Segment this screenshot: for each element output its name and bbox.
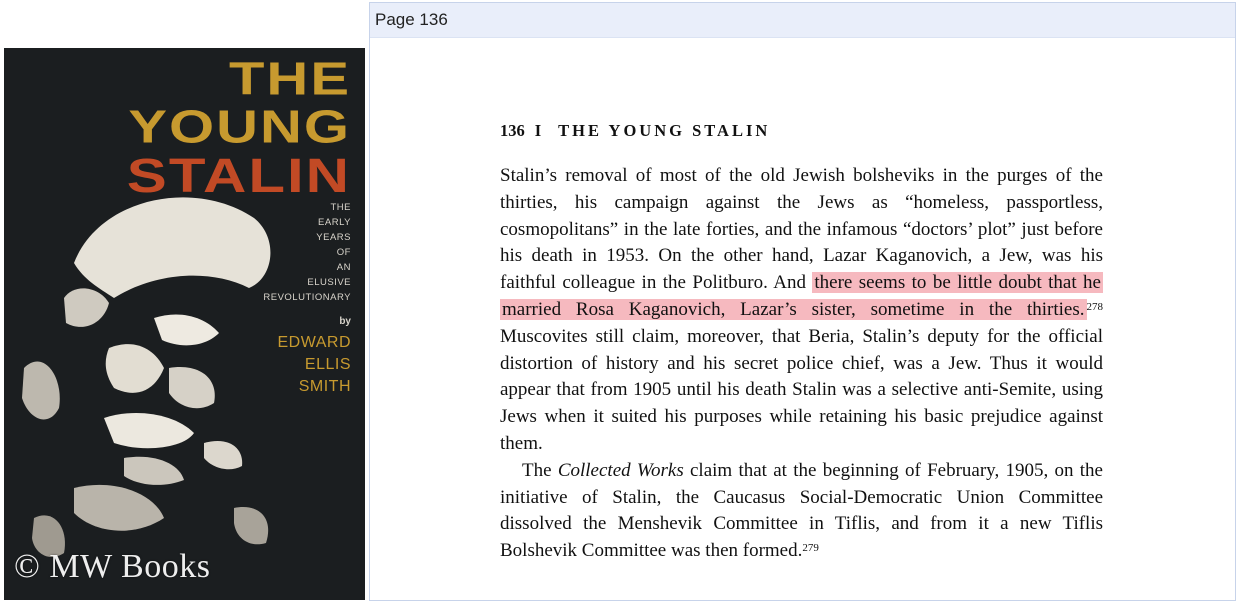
- cover-subtitle-line: ELUSIVE: [307, 277, 351, 288]
- cover-subtitle-line: REVOLUTIONARY: [263, 292, 351, 303]
- cover-author: [277, 332, 351, 398]
- watermark-text: © MW Books: [14, 548, 211, 585]
- running-head: [500, 121, 1103, 141]
- cover-title-line-3: STALIN: [126, 148, 351, 203]
- book-cover-image[interactable]: [4, 48, 365, 600]
- paragraph-2: [500, 458, 1103, 565]
- page-viewer: [369, 2, 1236, 601]
- cover-author-line: EDWARD: [277, 334, 351, 351]
- cover-subtitle-line: YEARS: [316, 232, 351, 243]
- highlighted-passage[interactable]: there seems to be little doubt that he married Rosa Kaganovich, Lazar’s sister, sometime in the thirties.: [502, 272, 1101, 320]
- cover-subtitle-line: OF: [336, 247, 351, 258]
- cover-subtitle: [231, 200, 351, 305]
- footnote-ref-278: 278: [1086, 300, 1103, 313]
- paragraph-1: [500, 163, 1103, 458]
- cover-subtitle-line: EARLY: [318, 217, 351, 228]
- cover-author-line: ELLIS: [304, 356, 351, 373]
- cover-subtitle-line: AN: [336, 262, 351, 273]
- book-title-italic: Collected Works: [557, 459, 684, 481]
- page-body-text: [500, 163, 1103, 565]
- cover-by-label: by: [339, 316, 351, 327]
- paragraph-2-text: The: [522, 459, 558, 481]
- cover-title-line-1: THE: [229, 52, 351, 105]
- paragraph-1-text: Stalin’s removal of most of the old Jewish bolsheviks in the purges of the thirties, his campaign against the Jews as “homeless, passportless, cosmopolitans” in the late forties, and the infamous “doctors’ plot” just before his death in 1953. On the other hand, Lazar Kaganovich, a Jew, was his faithful colleague in the Politburo. And: [500, 165, 1103, 294]
- running-head-title: THE YOUNG STALIN: [558, 121, 771, 140]
- page-viewer-header: Page 136: [370, 3, 1235, 38]
- footnote-ref-279: 279: [802, 542, 819, 555]
- page-number: 136: [500, 121, 525, 140]
- cover-subtitle-line: THE: [330, 202, 351, 213]
- paragraph-1-text-continued: Muscovites still claim, moreover, that Beria, Stalin’s deputy for the official distortion of history and his secret police chief, was a Jew. Thus it would appear that from 1905 until his death Stalin was a selective anti-Semite, using Jews when it suited his purposes while retaining his basic prejudice against them.: [500, 325, 1103, 454]
- cover-author-line: SMITH: [298, 378, 351, 395]
- cover-title-line-2: YOUNG: [128, 100, 351, 153]
- book-page-scan[interactable]: [500, 121, 1103, 565]
- paragraph-2-text-continued: claim that at the beginning of February, 1905, on the initiative of Stalin, the Caucasus Social-Democratic Union Committee dissolved the Menshevik Committee in Tiflis, and from it a new Tiflis Bolshevik Committee was then formed.: [500, 459, 1103, 562]
- running-head-separator: I: [534, 121, 545, 140]
